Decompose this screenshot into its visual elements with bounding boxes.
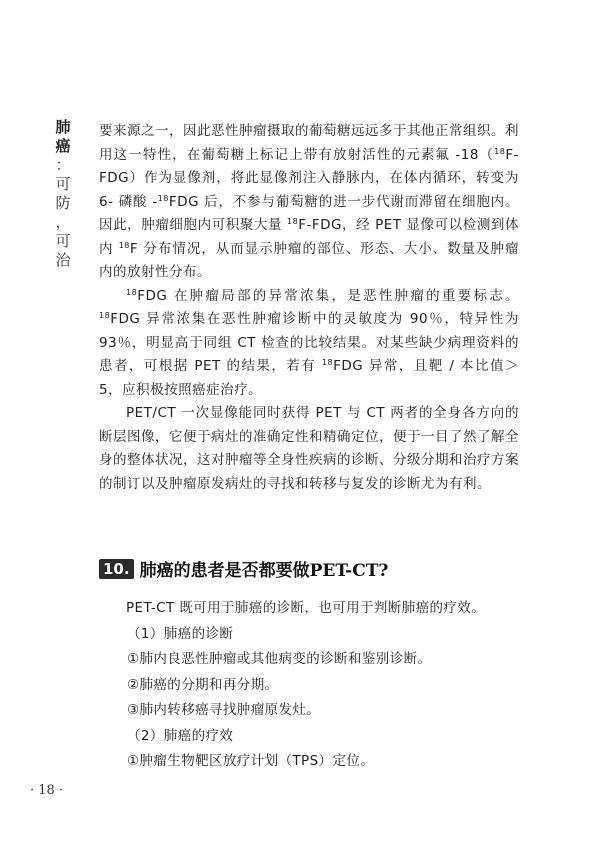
paragraph-1: 要来源之一，因此恶性肿瘤摄取的葡萄糖远远多于其他正常组织。利用这一特性，在葡萄糖上标记上带有放射活性的元素氟 -18（$^{18}$F-FDG）作为显像剂，将此显像剂注入静脉内，在体内循环，转变为 6- 磷酸 -$^{18}$FDG 后，不参与葡萄糖的进一步代谢而滞留在细胞内。因此，肿瘤细胞内可积聚大量 $^{18}$F-FDG，经 PET 显像可以检测到体内 $^{18}$F 分布情况，从而显示肿瘤的部位、形态、大小、数量及肿瘤内的放射性分布。 <box>99 123 519 280</box>
list-item: ②肺癌的分期和再分期。 <box>127 676 279 693</box>
list-item: ①肺内良恶性肿瘤或其他病变的诊断和鉴别诊断。 <box>127 651 432 667</box>
list-item: ③肺内转移癌寻找肿瘤原发灶。 <box>127 702 321 718</box>
paragraph-3: PET/CT 一次显像能同时获得 PET 与 CT 两者的全身各方向的断层图像，它便于病灶的准确定性和精确定位，便于一目了然了解全身的整体状况，这对肿瘤等全身性疾病的诊断、分级分期和治疗方案的制订以及肿瘤原发病灶的寻找和转移与复发的诊断尤为有利。 <box>99 405 519 492</box>
section-intro: PET-CT 既可用于肺癌的诊断，也可用于判断肺癌的疗效。 <box>126 600 486 616</box>
subheading-efficacy: （2）肺癌的疗效 <box>127 727 234 744</box>
section-title: 肺癌的患者是否都要做PET-CT? <box>139 561 389 581</box>
section-number-badge: 10. <box>99 559 134 579</box>
body-text <box>99 120 519 496</box>
list-item: ①肿瘤生物靶区放疗计划（TPS）定位。 <box>127 753 375 769</box>
page-number: · 18 · <box>30 783 64 798</box>
paragraph-2: $^{18}$FDG 在肿瘤局部的异常浓集，是恶性肿瘤的重要标志。$^{18}$FDG 异常浓集在恶性肿瘤诊断中的灵敏度为 90％，特异性为 93％，明显高于同组 CT 检查的比较结果。对某些缺少病理资料的患者，可根据 PET 的结果，若有 $^{18}$FDG 异常，且靶 / 本比值＞ 5，应积极按照癌症治疗。 <box>99 287 520 398</box>
running-header-rest: ： 可 防 ， 可 治 <box>55 156 71 269</box>
section-heading <box>99 556 388 581</box>
running-header <box>52 118 74 270</box>
subheading-diagnosis: （1）肺癌的诊断 <box>127 625 234 642</box>
running-header-bold: 肺 癌 <box>55 118 71 155</box>
section-content <box>99 596 519 775</box>
